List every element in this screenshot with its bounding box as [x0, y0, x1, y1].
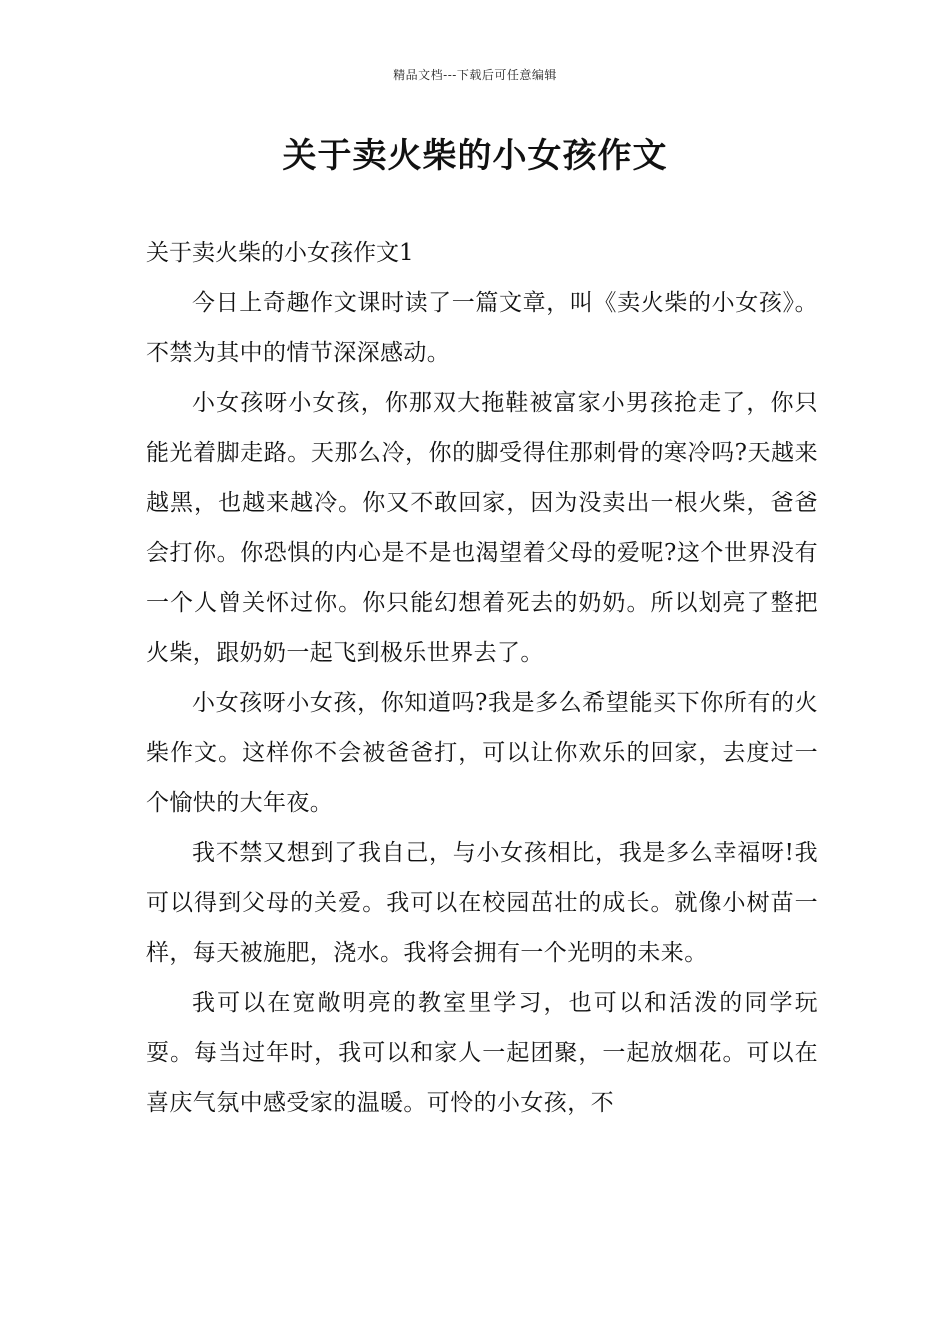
paragraph: 我不禁又想到了我自己，与小女孩相比，我是多么幸福呀!我可以得到父母的关爱。我可以在校园茁壮的成长。就像小树苗一样，每天被施肥，浇水。我将会拥有一个光明的未来。 [146, 840, 818, 966]
page-title: 关于卖火柴的小女孩作文 [282, 136, 668, 176]
paragraph: 小女孩呀小女孩，你那双大拖鞋被富家小男孩抢走了，你只能光着脚走路。天那么冷，你的脚受得住那刺骨的寒冷吗?天越来越黑，也越来越冷。你又不敢回家，因为没卖出一根火柴，爸爸会打你。你恐惧的内心是不是也渴望着父母的爱呢?这个世界没有一个人曾关怀过你。你只能幻想着死去的奶奶。所以划亮了整把火柴，跟奶奶一起飞到极乐世界去了。 [146, 390, 818, 666]
paragraph: 我可以在宽敞明亮的教室里学习，也可以和活泼的同学玩耍。每当过年时，我可以和家人一起团聚，一起放烟花。可以在喜庆气氛中感受家的温暖。可怜的小女孩，不 [146, 990, 818, 1116]
paragraph: 今日上奇趣作文课时读了一篇文章，叫《卖火柴的小女孩》。不禁为其中的情节深深感动。 [146, 290, 818, 366]
document-body [146, 228, 818, 1128]
header-note: 精品文档---下载后可任意编辑 [393, 68, 557, 82]
section-heading: 关于卖火柴的小女孩作文1 [146, 240, 414, 266]
paragraph: 小女孩呀小女孩，你知道吗?我是多么希望能买下你所有的火柴作文。这样你不会被爸爸打，可以让你欢乐的回家，去度过一个愉快的大年夜。 [146, 690, 818, 816]
